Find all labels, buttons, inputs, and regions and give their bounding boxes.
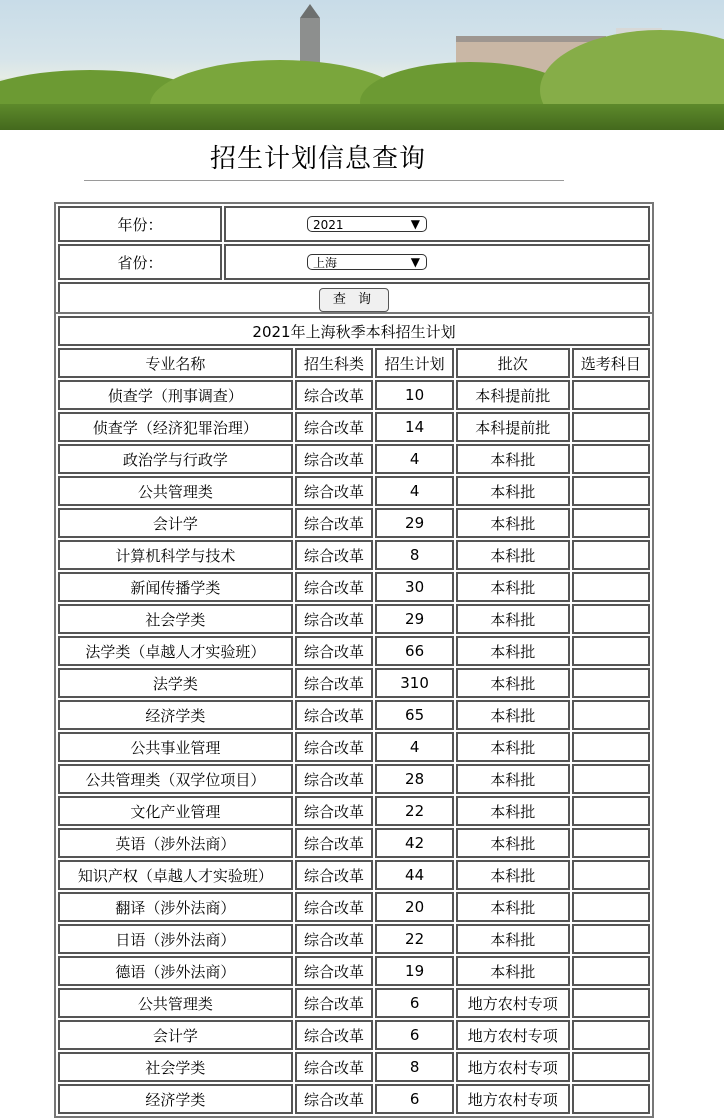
table-row	[58, 604, 650, 634]
year-select-cell	[224, 206, 650, 242]
batch-cell: 本科批	[456, 924, 570, 954]
category-cell: 综合改革	[295, 476, 373, 506]
category-cell: 综合改革	[295, 1020, 373, 1050]
subjects-cell	[572, 1020, 650, 1050]
plan-count-cell: 20	[375, 892, 454, 922]
major-name-cell: 日语（涉外法商）	[58, 924, 293, 954]
batch-cell: 本科批	[456, 572, 570, 602]
batch-cell: 本科批	[456, 860, 570, 890]
table-row	[58, 1084, 650, 1114]
plan-count-cell: 10	[375, 380, 454, 410]
category-cell: 综合改革	[295, 412, 373, 442]
results-table	[54, 312, 654, 1118]
batch-cell: 地方农村专项	[456, 988, 570, 1018]
plan-count-cell: 4	[375, 476, 454, 506]
subjects-cell	[572, 1084, 650, 1114]
subjects-cell	[572, 732, 650, 762]
table-row	[58, 412, 650, 442]
category-cell: 综合改革	[295, 988, 373, 1018]
plan-count-cell: 8	[375, 540, 454, 570]
major-name-cell: 侦查学（经济犯罪治理）	[58, 412, 293, 442]
subjects-cell	[572, 828, 650, 858]
table-row	[58, 892, 650, 922]
chevron-down-icon: ▼	[410, 255, 420, 269]
chevron-down-icon: ▼	[410, 217, 420, 231]
table-row	[58, 1052, 650, 1082]
plan-count-cell: 29	[375, 604, 454, 634]
category-cell: 综合改革	[295, 956, 373, 986]
category-cell: 综合改革	[295, 764, 373, 794]
category-cell: 综合改革	[295, 1052, 373, 1082]
subjects-cell	[572, 636, 650, 666]
batch-cell: 本科提前批	[456, 412, 570, 442]
subjects-cell	[572, 700, 650, 730]
major-name-cell: 英语（涉外法商）	[58, 828, 293, 858]
major-name-cell: 计算机科学与技术	[58, 540, 293, 570]
title-divider	[84, 180, 564, 181]
subjects-cell	[572, 1052, 650, 1082]
table-row	[58, 828, 650, 858]
subjects-cell	[572, 508, 650, 538]
major-name-cell: 公共管理类	[58, 988, 293, 1018]
table-row	[58, 860, 650, 890]
table-row	[58, 700, 650, 730]
year-select[interactable]	[307, 216, 427, 232]
plan-count-cell: 22	[375, 924, 454, 954]
category-cell: 综合改革	[295, 636, 373, 666]
plan-count-cell: 44	[375, 860, 454, 890]
major-name-cell: 德语（涉外法商）	[58, 956, 293, 986]
plan-count-cell: 42	[375, 828, 454, 858]
subjects-cell	[572, 476, 650, 506]
plan-count-cell: 30	[375, 572, 454, 602]
column-header: 招生科类	[295, 348, 373, 378]
batch-cell: 本科批	[456, 476, 570, 506]
table-caption: 2021年上海秋季本科招生计划	[58, 316, 650, 346]
subjects-cell	[572, 668, 650, 698]
category-cell: 综合改革	[295, 444, 373, 474]
major-name-cell: 公共管理类	[58, 476, 293, 506]
year-select-value: 2021	[313, 218, 344, 232]
subjects-cell	[572, 380, 650, 410]
subjects-cell	[572, 764, 650, 794]
province-select-cell	[224, 244, 650, 280]
plan-count-cell: 6	[375, 988, 454, 1018]
subjects-cell	[572, 412, 650, 442]
province-select-value: 上海	[313, 256, 338, 270]
major-name-cell: 侦查学（刑事调查）	[58, 380, 293, 410]
category-cell: 综合改革	[295, 892, 373, 922]
subjects-cell	[572, 444, 650, 474]
table-row	[58, 924, 650, 954]
batch-cell: 本科批	[456, 444, 570, 474]
plan-count-cell: 22	[375, 796, 454, 826]
table-row	[58, 796, 650, 826]
major-name-cell: 文化产业管理	[58, 796, 293, 826]
column-header: 选考科目	[572, 348, 650, 378]
batch-cell: 本科批	[456, 508, 570, 538]
batch-cell: 地方农村专项	[456, 1020, 570, 1050]
batch-cell: 本科批	[456, 764, 570, 794]
table-row	[58, 956, 650, 986]
major-name-cell: 翻译（涉外法商）	[58, 892, 293, 922]
category-cell: 综合改革	[295, 860, 373, 890]
subjects-cell	[572, 572, 650, 602]
table-row	[58, 572, 650, 602]
plan-count-cell: 8	[375, 1052, 454, 1082]
batch-cell: 地方农村专项	[456, 1084, 570, 1114]
category-cell: 综合改革	[295, 796, 373, 826]
table-row	[58, 476, 650, 506]
province-label: 省份：	[58, 244, 222, 280]
query-form	[54, 202, 654, 322]
category-cell: 综合改革	[295, 732, 373, 762]
batch-cell: 本科批	[456, 732, 570, 762]
table-row	[58, 1020, 650, 1050]
category-cell: 综合改革	[295, 668, 373, 698]
plan-count-cell: 14	[375, 412, 454, 442]
table-row	[58, 508, 650, 538]
batch-cell: 本科批	[456, 540, 570, 570]
subjects-cell	[572, 924, 650, 954]
subjects-cell	[572, 540, 650, 570]
ground	[0, 104, 724, 130]
major-name-cell: 社会学类	[58, 1052, 293, 1082]
category-cell: 综合改革	[295, 572, 373, 602]
major-name-cell: 法学类（卓越人才实验班）	[58, 636, 293, 666]
major-name-cell: 会计学	[58, 1020, 293, 1050]
major-name-cell: 经济学类	[58, 700, 293, 730]
category-cell: 综合改革	[295, 924, 373, 954]
subjects-cell	[572, 796, 650, 826]
major-name-cell: 公共事业管理	[58, 732, 293, 762]
plan-count-cell: 6	[375, 1020, 454, 1050]
category-cell: 综合改革	[295, 508, 373, 538]
major-name-cell: 知识产权（卓越人才实验班）	[58, 860, 293, 890]
category-cell: 综合改革	[295, 380, 373, 410]
table-row	[58, 636, 650, 666]
subjects-cell	[572, 988, 650, 1018]
batch-cell: 本科批	[456, 668, 570, 698]
campus-banner	[0, 0, 724, 130]
batch-cell: 本科批	[456, 828, 570, 858]
table-row	[58, 732, 650, 762]
subjects-cell	[572, 860, 650, 890]
column-header: 批次	[456, 348, 570, 378]
category-cell: 综合改革	[295, 1084, 373, 1114]
batch-cell: 本科提前批	[456, 380, 570, 410]
plan-count-cell: 66	[375, 636, 454, 666]
plan-count-cell: 19	[375, 956, 454, 986]
batch-cell: 本科批	[456, 796, 570, 826]
major-name-cell: 法学类	[58, 668, 293, 698]
table-row	[58, 668, 650, 698]
major-name-cell: 经济学类	[58, 1084, 293, 1114]
year-label: 年份：	[58, 206, 222, 242]
column-header: 专业名称	[58, 348, 293, 378]
batch-cell: 地方农村专项	[456, 1052, 570, 1082]
plan-count-cell: 65	[375, 700, 454, 730]
column-header: 招生计划	[375, 348, 454, 378]
plan-count-cell: 4	[375, 444, 454, 474]
batch-cell: 本科批	[456, 700, 570, 730]
subjects-cell	[572, 604, 650, 634]
table-row	[58, 540, 650, 570]
plan-count-cell: 28	[375, 764, 454, 794]
search-button[interactable]: 查 询	[319, 288, 389, 312]
table-row	[58, 380, 650, 410]
province-select[interactable]	[307, 254, 427, 270]
plan-count-cell: 6	[375, 1084, 454, 1114]
table-row	[58, 988, 650, 1018]
batch-cell: 本科批	[456, 604, 570, 634]
batch-cell: 本科批	[456, 956, 570, 986]
subjects-cell	[572, 956, 650, 986]
plan-count-cell: 29	[375, 508, 454, 538]
batch-cell: 本科批	[456, 636, 570, 666]
major-name-cell: 社会学类	[58, 604, 293, 634]
plan-count-cell: 4	[375, 732, 454, 762]
category-cell: 综合改革	[295, 700, 373, 730]
subjects-cell	[572, 892, 650, 922]
table-row	[58, 444, 650, 474]
plan-count-cell: 310	[375, 668, 454, 698]
category-cell: 综合改革	[295, 604, 373, 634]
major-name-cell: 新闻传播学类	[58, 572, 293, 602]
category-cell: 综合改革	[295, 828, 373, 858]
table-row	[58, 764, 650, 794]
major-name-cell: 政治学与行政学	[58, 444, 293, 474]
major-name-cell: 公共管理类（双学位项目）	[58, 764, 293, 794]
major-name-cell: 会计学	[58, 508, 293, 538]
page-title: 招生计划信息查询	[210, 144, 427, 174]
category-cell: 综合改革	[295, 540, 373, 570]
batch-cell: 本科批	[456, 892, 570, 922]
